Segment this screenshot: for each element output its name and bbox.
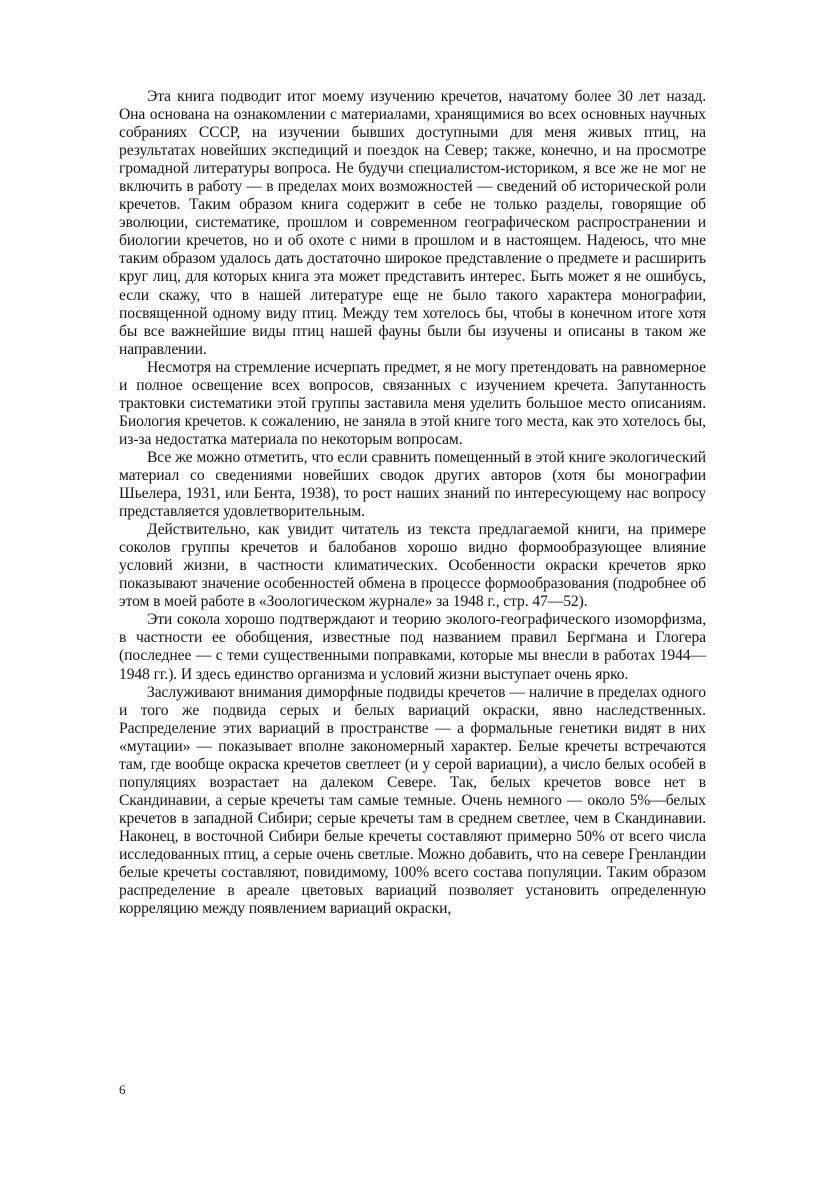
document-page — [119, 88, 706, 918]
paragraph-3: Все же можно отметить, что если сравнить помещенный в этой книге экологический материал со сведениями новейших сводок других авторов (хотя бы монографии Шьелера, 1931, или Бента, 1938), то рост наших знаний по интересующему нас вопросу представляется удовлетворительным. — [119, 448, 706, 521]
paragraph-1: Эта книга подводит итог моему изучению кречетов, начатому более 30 лет назад. Она основана на ознакомлении с материалами, хранящимися во всех основных научных собраниях СССР, на изучении бывших доступными для меня живых птиц, на результатах новейших экспедиций и поездок на Север; также, конечно, и на просмотре громадной литературы вопроса. Не будучи специалистом-историком, я все же не мог не включить в работу — в пределах моих возможностей — сведений об исторической роли кречетов. Таким образом книга содержит в себе не только разделы, говорящие об эволюции, систематике, прошлом и современном географическом распространении и биологии кречетов, но и об охоте с ними в прошлом и в настоящем. Надеюсь, что мне таким образом удалось дать достаточно широкое представление о предмете и расширить круг лиц, для которых книга эта может представить интерес. Быть может я не ошибусь, если скажу, что в нашей литературе еще не было такого характера монографии, посвященной одному виду птиц. Между тем хотелось бы, чтобы в конечном итоге хотя бы все важнейшие виды птиц нашей фауны были бы изучены и описаны в таком же направлении. — [119, 88, 706, 358]
paragraph-6: Заслуживают внимания диморфные подвиды кречетов — наличие в пределах одного и того же подвида серых и белых вариаций окраски, явно наследственных. Распределение этих вариаций в пространстве — а формальные генетики видят в них «мутации» — показывает вполне закономерный характер. Белые кречеты встречаются там, где вообще окраска кречетов светлеет (и у серой вариации), а число белых особей в популяциях возрастает на далеком Севере. Так, белых кречетов вовсе нет в Скандинавии, а серые кречеты там самые темные. Очень немного — около 5%—белых кречетов в западной Сибири; серые кречеты там в среднем светлее, чем в Скандинавии. Наконец, в восточной Сибири белые кречеты составляют примерно 50% от всего числа исследованных птиц, а серые очень светлые. Можно добавить, что на севере Гренландии белые кречеты составляют, повидимому, 100% всего состава популяции. Таким образом распределение в ареале цветовых вариаций позволяет установить определенную корреляцию между появлением вариаций окраски, — [119, 683, 706, 918]
paragraph-4: Действительно, как увидит читатель из текста предлагаемой книги, на примере соколов группы кречетов и балобанов хорошо видно формообразующее влияние условий жизни, в частности климатических. Особенности окраски кречетов ярко показывают значение особенностей обмена в процессе формообразования (подробнее об этом в моей работе в «Зоологическом журнале» за 1948 г., стр. 47—52). — [119, 521, 706, 611]
paragraph-2: Несмотря на стремление исчерпать предмет, я не могу претендовать на равномерное и полное освещение всех вопросов, связанных с изучением кречета. Запутанность трактовки систематики этой группы заставила меня уделить большое место описаниям. Биология кречетов. к сожалению, не заняла в этой книге того места, как это хотелось бы, из-за недостатка материала по некоторым вопросам. — [119, 358, 706, 448]
page-number: 6 — [119, 1082, 126, 1097]
paragraph-5: Эти сокола хорошо подтверждают и теорию эколого-географического изоморфизма, в частности ее обобщения, известные под названием правил Бергмана и Глогера (последнее — с теми существенными поправками, которые мы внесли в работах 1944—1948 гг.). И здесь единство организма и условий жизни выступает очень ярко. — [119, 611, 706, 683]
